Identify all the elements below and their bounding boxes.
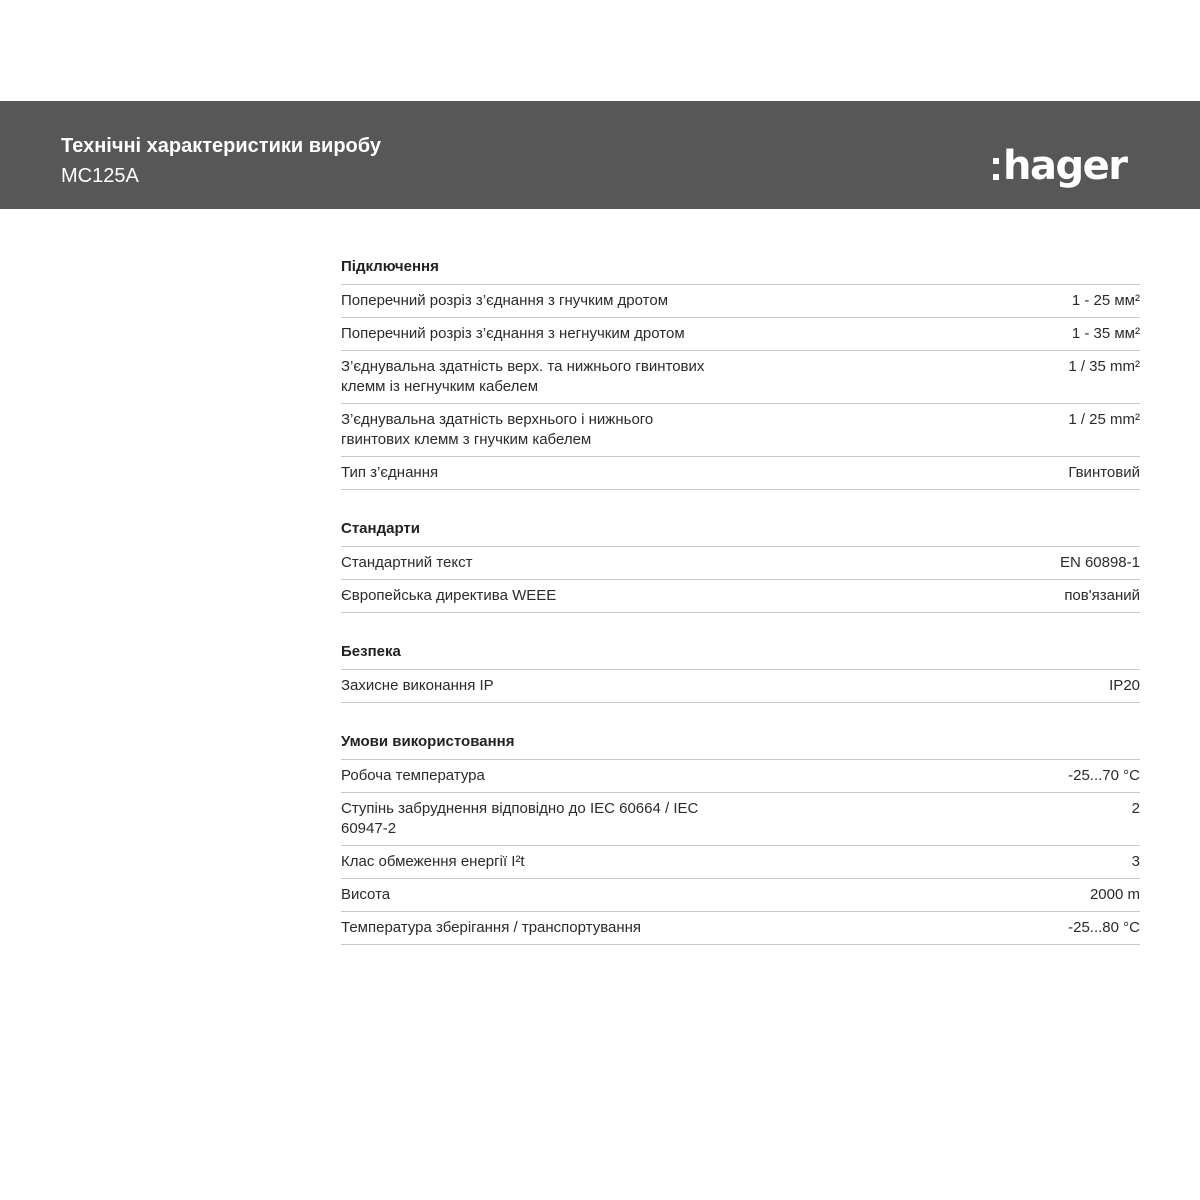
- spec-row: [341, 879, 1140, 912]
- section-usage-conditions: [341, 725, 1140, 945]
- spec-row: [341, 760, 1140, 793]
- spec-value: 2: [1131, 800, 1140, 817]
- product-code: MC125A: [61, 165, 139, 187]
- spec-value: -25...80 °C: [1068, 919, 1140, 936]
- spec-value: 1 / 35 mm²: [1068, 358, 1140, 375]
- spec-label: Поперечний розріз з’єднання з гнучким дротом: [341, 292, 669, 309]
- spec-value: -25...70 °C: [1068, 767, 1140, 784]
- spec-row: [341, 318, 1140, 351]
- spec-label: Ступінь забруднення відповідно до IEC 60664 / IEC 60947-2: [341, 800, 699, 837]
- section-safety: [341, 635, 1140, 703]
- spec-value: IP20: [1109, 677, 1140, 694]
- spec-value: 3: [1131, 853, 1140, 870]
- spec-row: [341, 793, 1140, 846]
- spec-label: Температура зберігання / транспортування: [341, 919, 642, 936]
- spec-row: [341, 351, 1140, 404]
- spec-row: [341, 285, 1140, 318]
- section-title: Умови використовання: [341, 725, 1140, 760]
- spec-label: Захисне виконання IP: [341, 677, 494, 694]
- spec-value: 1 - 35 мм²: [1071, 325, 1140, 342]
- logo-text: hager: [1003, 143, 1127, 189]
- spec-row: [341, 912, 1140, 945]
- spec-value: пов'язаний: [1064, 587, 1140, 604]
- hager-logo: [993, 141, 1126, 191]
- spec-row: [341, 670, 1140, 703]
- page-header: [0, 101, 1200, 209]
- spec-row: [341, 547, 1140, 580]
- section-connection: [341, 250, 1140, 490]
- spec-value: 1 / 25 mm²: [1068, 411, 1140, 428]
- spec-label: Тип з’єднання: [341, 464, 439, 481]
- spec-value: 1 - 25 мм²: [1071, 292, 1140, 309]
- spec-row: [341, 580, 1140, 613]
- spec-value: 2000 m: [1089, 886, 1140, 903]
- section-title: Стандарти: [341, 512, 1140, 547]
- spec-value: Гвинтовий: [1068, 464, 1140, 481]
- spec-label: Європейська директива WEEE: [341, 587, 557, 604]
- section-title: Безпека: [341, 635, 1140, 670]
- spec-label: З’єднувальна здатність верх. та нижнього гвинтових клемм із негнучким кабелем: [341, 358, 705, 395]
- spec-value: EN 60898-1: [1059, 554, 1140, 571]
- spec-row: [341, 404, 1140, 457]
- spec-row: [341, 457, 1140, 490]
- spec-label: Стандартний текст: [341, 554, 473, 571]
- spec-label: Висота: [341, 886, 391, 903]
- spec-content: [341, 250, 1140, 967]
- spec-row: [341, 846, 1140, 879]
- spec-label: З’єднувальна здатність верхнього і нижнього гвинтових клемм з гнучким кабелем: [341, 411, 654, 448]
- logo-colon-icon: [993, 158, 999, 180]
- document-title: Технічні характеристики виробу: [61, 135, 381, 157]
- spec-label: Клас обмеження енергії I²t: [341, 853, 525, 870]
- section-title: Підключення: [341, 250, 1140, 285]
- spec-label: Поперечний розріз з’єднання з негнучким дротом: [341, 325, 685, 342]
- section-standards: [341, 512, 1140, 613]
- spec-label: Робоча температура: [341, 767, 485, 784]
